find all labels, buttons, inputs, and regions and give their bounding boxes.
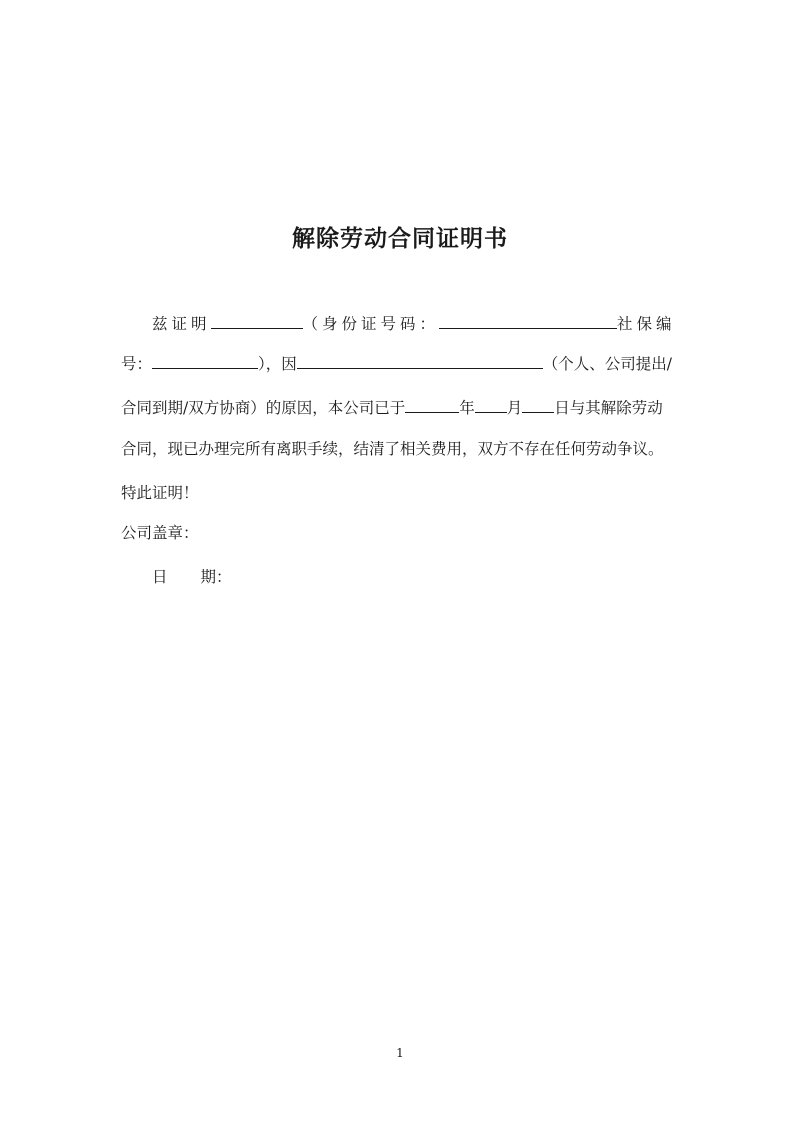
line3-suffix: 日与其解除劳动 [554, 399, 663, 417]
line2-middle: ），因 [258, 355, 297, 373]
paragraph-line-4: 合同，现已办理完所有离职手续，结清了相关费用，双方不存在任何劳动争议。 [121, 440, 664, 458]
paragraph-line-2 [121, 352, 691, 375]
id-number-blank [439, 312, 617, 329]
paragraph-line-3 [121, 396, 691, 419]
line1-prefix: 兹证明 [152, 315, 211, 333]
social-security-blank [152, 352, 258, 369]
day-blank [522, 396, 554, 413]
line2-prefix: 号： [121, 355, 153, 373]
line1-suffix: 社保编 [617, 315, 676, 333]
line2-suffix: （个人、公司提出/ [542, 355, 673, 373]
date-label [152, 566, 722, 588]
document-title: 解除劳动合同证明书 [292, 225, 508, 252]
paragraph-line-5: 特此证明！ [121, 484, 199, 502]
name-blank [211, 312, 303, 329]
month-blank [475, 396, 507, 413]
reason-blank [297, 352, 543, 369]
company-seal-label: 公司盖章： [121, 524, 199, 542]
line1-middle: （身份证号码： [302, 315, 440, 333]
date-label-part-2: 期： [200, 568, 232, 586]
month-label: 月 [506, 399, 523, 417]
year-label: 年 [459, 399, 475, 417]
line3-prefix: 合同到期/双方协商）的原因，本公司已于 [121, 399, 406, 417]
date-label-part-1: 日 [152, 568, 168, 586]
year-blank [405, 396, 459, 413]
paragraph-line-1 [152, 312, 722, 335]
page-number: 1 [396, 1046, 404, 1060]
